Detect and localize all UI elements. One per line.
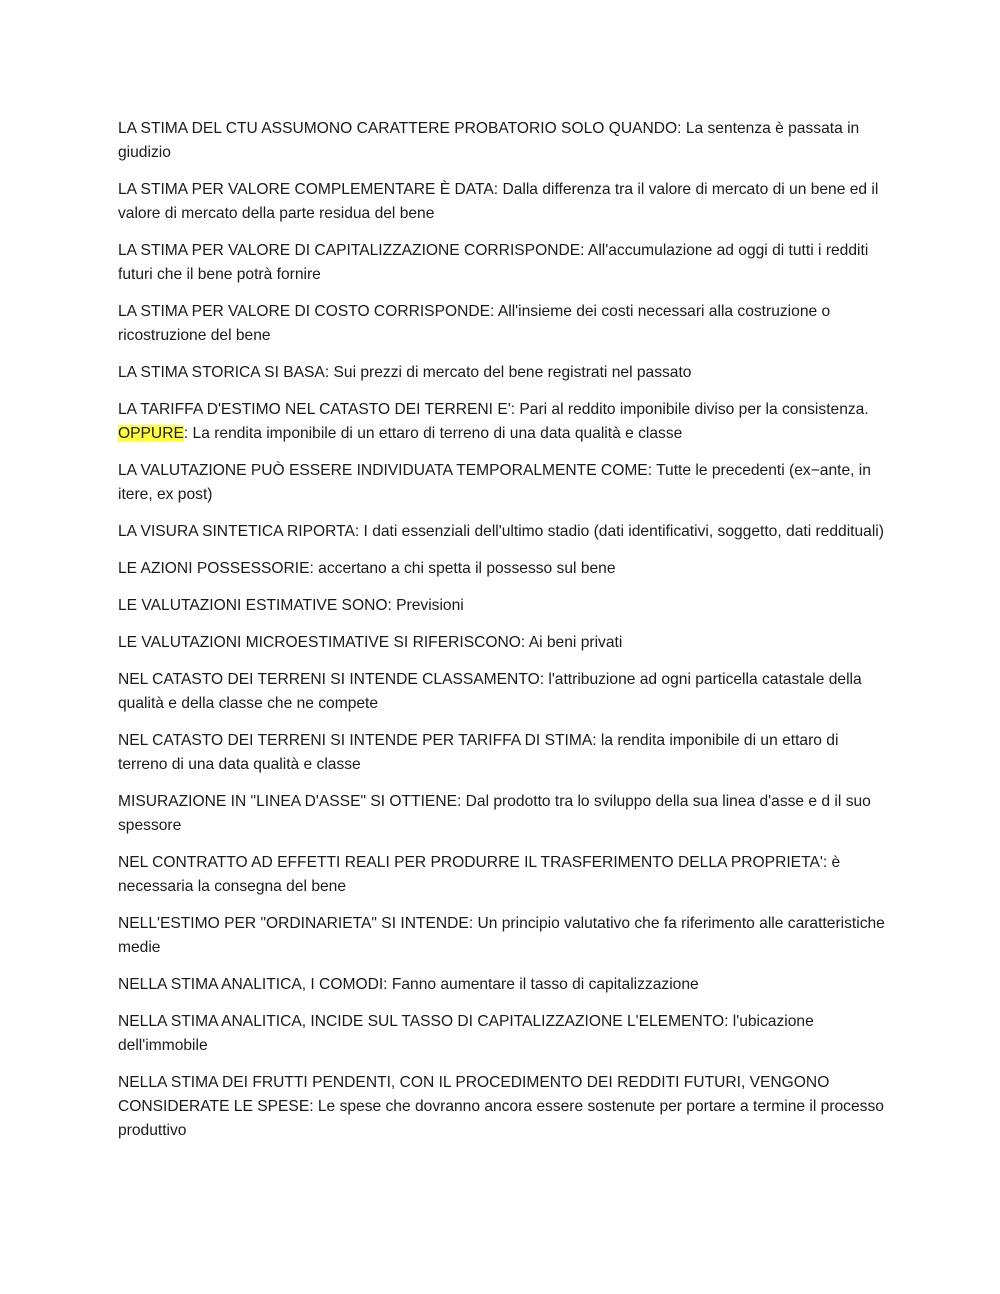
paragraph-tariffa-estimo <box>118 398 888 446</box>
paragraph-linea-asse: MISURAZIONE IN "LINEA D'ASSE" SI OTTIENE: Dal prodotto tra lo sviluppo della sua linea d'asse e d il suo spessore <box>118 793 871 834</box>
paragraph-classamento: NEL CATASTO DEI TERRENI SI INTENDE CLASSAMENTO: l'attribuzione ad ogni particella catastale della qualità e della classe che ne compete <box>118 671 862 712</box>
document-page <box>118 117 888 1156</box>
highlight-oppure: OPPURE <box>118 425 184 442</box>
paragraph-valore-complementare: LA STIMA PER VALORE COMPLEMENTARE È DATA: Dalla differenza tra il valore di mercato di un bene ed il valore di mercato della parte residua del bene <box>118 181 879 222</box>
tariffa-alternative: : La rendita imponibile di un ettaro di terreno di una data qualità e classe <box>183 425 683 442</box>
paragraph-valore-capitalizzazione: LA STIMA PER VALORE DI CAPITALIZZAZIONE CORRISPONDE: All'accumulazione ad oggi di tutti i redditi futuri che il bene potrà fornire <box>118 242 869 283</box>
paragraph-ordinarieta: NELL'ESTIMO PER "ORDINARIETA" SI INTENDE: Un principio valutativo che fa riferimento alle caratteristiche medie <box>118 915 885 956</box>
paragraph-comodi: NELLA STIMA ANALITICA, I COMODI: Fanno aumentare il tasso di capitalizzazione <box>118 976 699 993</box>
paragraph-valutazioni-microestimative: LE VALUTAZIONI MICROESTIMATIVE SI RIFERISCONO: Ai beni privati <box>118 634 623 651</box>
paragraph-stima-ctu: LA STIMA DEL CTU ASSUMONO CARATTERE PROBATORIO SOLO QUANDO: La sentenza è passata in giudizio <box>118 120 860 161</box>
paragraph-valutazione-temporale: LA VALUTAZIONE PUÒ ESSERE INDIVIDUATA TEMPORALMENTE COME: Tutte le precedenti (ex−ante, in itere, ex post) <box>118 462 871 503</box>
paragraph-valore-costo: LA STIMA PER VALORE DI COSTO CORRISPONDE: All'insieme dei costi necessari alla costruzione o ricostruzione del bene <box>118 303 831 344</box>
paragraph-valutazioni-estimative: LE VALUTAZIONI ESTIMATIVE SONO: Previsioni <box>118 597 464 614</box>
paragraph-azioni-possessorie: LE AZIONI POSSESSORIE: accertano a chi spetta il possesso sul bene <box>118 560 616 577</box>
tariffa-question: LA TARIFFA D'ESTIMO NEL CATASTO DEI TERRENI E': Pari al reddito imponibile diviso per la consistenza. <box>118 401 869 418</box>
paragraph-stima-storica: LA STIMA STORICA SI BASA: Sui prezzi di mercato del bene registrati nel passato <box>118 364 692 381</box>
paragraph-frutti-pendenti: NELLA STIMA DEI FRUTTI PENDENTI, CON IL PROCEDIMENTO DEI REDDITI FUTURI, VENGONO CONSIDERATE LE SPESE: Le spese che dovranno ancora essere sostenute per portare a termine il processo produttivo <box>118 1074 884 1139</box>
paragraph-tasso-capitalizzazione: NELLA STIMA ANALITICA, INCIDE SUL TASSO DI CAPITALIZZAZIONE L'ELEMENTO: l'ubicazione dell'immobile <box>118 1013 814 1054</box>
paragraph-visura-sintetica: LA VISURA SINTETICA RIPORTA: I dati essenziali dell'ultimo stadio (dati identificativi, soggetto, dati reddituali) <box>118 523 884 540</box>
paragraph-contratto-effetti-reali: NEL CONTRATTO AD EFFETTI REALI PER PRODURRE IL TRASFERIMENTO DELLA PROPRIETA': è necessaria la consegna del bene <box>118 854 841 895</box>
paragraph-tariffa-stima: NEL CATASTO DEI TERRENI SI INTENDE PER TARIFFA DI STIMA: la rendita imponibile di un ettaro di terreno di una data qualità e classe <box>118 732 839 773</box>
